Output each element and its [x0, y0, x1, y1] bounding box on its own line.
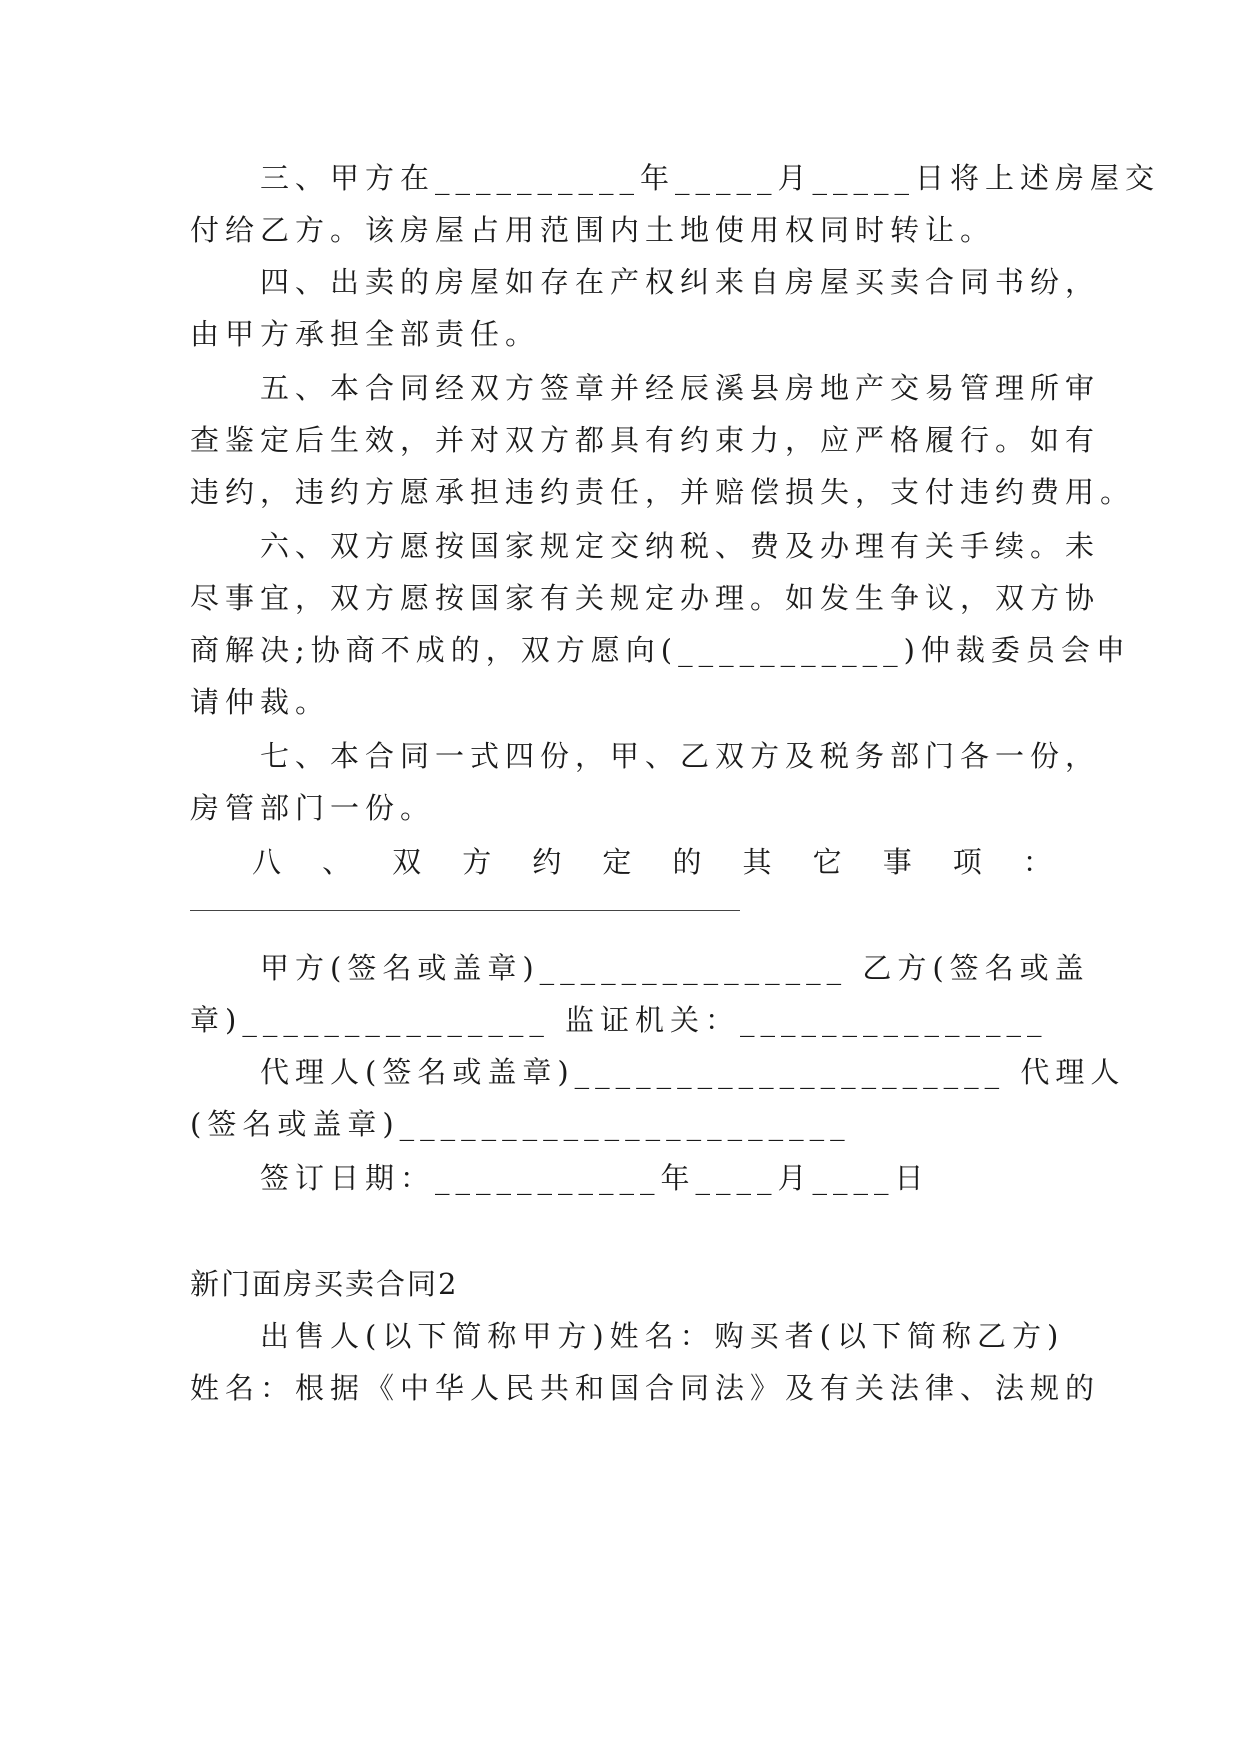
clause-8-char: 方	[462, 845, 492, 879]
clause-8-char: 事	[882, 845, 912, 879]
clause-8-char: 八	[252, 845, 282, 879]
clause-8-char: 项	[952, 845, 982, 879]
clause-8-char: 它	[812, 845, 842, 879]
clause-4-line-2: 由甲方承担全部责任。	[190, 317, 541, 351]
clause-5-line-2: 查鉴定后生效，并对双方都具有约束力，应严格履行。如有	[190, 423, 1101, 457]
section-2-line-2: 姓名：根据《中华人民共和国合同法》及有关法律、法规的	[190, 1371, 1101, 1405]
clause-8-char: 、	[322, 845, 352, 879]
clause-8-line	[190, 842, 1052, 882]
clause-4-line-1: 四、出卖的房屋如存在产权纠来自房屋买卖合同书纷，	[190, 265, 1101, 299]
signature-line-1: 甲方(签名或盖章)_______________ 乙方(签名或盖	[190, 951, 1090, 985]
section-2-title: 新门面房买卖合同2	[190, 1267, 459, 1301]
section-2-line-1: 出售人(以下简称甲方)姓名：购买者(以下简称乙方)	[190, 1319, 1065, 1353]
clause-6-line-3: 商解决;协商不成的，双方愿向(___________)仲裁委员会申	[190, 633, 1131, 667]
clause-3-line-1: 三、甲方在__________年_____月_____日将上述房屋交	[190, 161, 1161, 195]
clause-3-line-2: 付给乙方。该房屋占用范围内土地使用权同时转让。	[190, 213, 996, 247]
clause-7-line-1: 七、本合同一式四份，甲、乙双方及税务部门各一份，	[190, 739, 1101, 773]
clause-5-line-3: 违约，违约方愿承担违约责任，并赔偿损失，支付违约费用。	[190, 475, 1136, 509]
clause-8-char: 的	[672, 845, 702, 879]
clause-6-line-4: 请仲裁。	[190, 685, 331, 719]
clause-5-line-1: 五、本合同经双方签章并经辰溪县房地产交易管理所审	[190, 371, 1101, 405]
clause-8-char: 其	[742, 845, 772, 879]
clause-8-char: 约	[532, 845, 562, 879]
clause-6-line-2: 尽事宜，双方愿按国家有关规定办理。如发生争议，双方协	[190, 581, 1101, 615]
signing-date-line: 签订日期：___________年____月____日	[190, 1161, 930, 1195]
clause-8-blank-line	[190, 910, 740, 911]
signature-line-4: (签名或盖章)______________________	[190, 1107, 851, 1141]
clause-8-char: 定	[602, 845, 632, 879]
clause-8-char: ：	[1022, 845, 1052, 879]
clause-6-line-1: 六、双方愿按国家规定交纳税、费及办理有关手续。未	[190, 529, 1101, 563]
signature-line-2: 章)_______________ 监证机关：_______________	[190, 1003, 1048, 1037]
clause-7-line-2: 房管部门一份。	[190, 791, 436, 825]
clause-8-char: 双	[392, 845, 422, 879]
signature-line-3: 代理人(签名或盖章)_____________________ 代理人	[190, 1055, 1126, 1089]
